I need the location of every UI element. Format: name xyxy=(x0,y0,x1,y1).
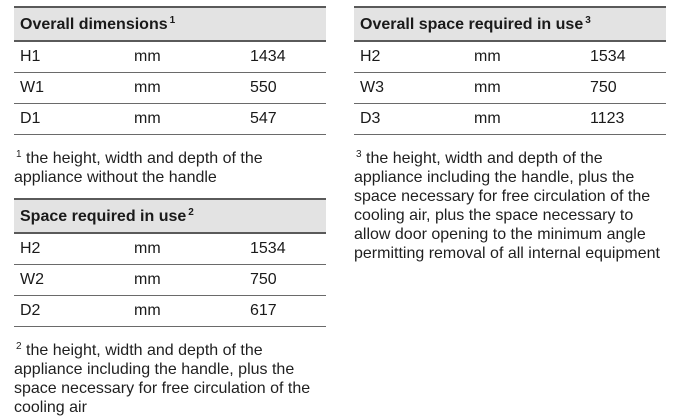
table-row xyxy=(354,104,666,135)
table-row xyxy=(14,73,326,104)
param-cell: W1 xyxy=(14,73,128,104)
footnote-marker: 1 xyxy=(16,149,22,160)
table-row xyxy=(354,41,666,73)
unit-cell: mm xyxy=(128,233,244,265)
unit-cell: mm xyxy=(128,73,244,104)
param-cell: W3 xyxy=(354,73,468,104)
right-column xyxy=(354,6,666,263)
value-cell: 550 xyxy=(244,73,326,104)
table-title-text: Overall dimensions xyxy=(20,15,168,33)
footnote-marker: 2 xyxy=(16,341,22,352)
table-row xyxy=(14,296,326,327)
space-required-table xyxy=(14,198,326,327)
table-row xyxy=(14,104,326,135)
footnote-marker: 1 xyxy=(169,14,176,26)
overall-space-table xyxy=(354,6,666,135)
param-cell: W2 xyxy=(14,265,128,296)
value-cell: 547 xyxy=(244,104,326,135)
value-cell: 1123 xyxy=(584,104,666,135)
param-cell: D3 xyxy=(354,104,468,135)
footnote-marker: 3 xyxy=(585,14,591,26)
unit-cell: mm xyxy=(468,104,584,135)
value-cell: 750 xyxy=(244,265,326,296)
table-header-row xyxy=(14,7,326,41)
table-row xyxy=(14,233,326,265)
table-row xyxy=(354,73,666,104)
footnote-text: the height, width and depth of the appliance without the handle xyxy=(14,150,263,186)
table-title xyxy=(14,199,326,233)
table-row xyxy=(14,41,326,73)
unit-cell: mm xyxy=(128,265,244,296)
value-cell: 617 xyxy=(244,296,326,327)
param-cell: D2 xyxy=(14,296,128,327)
unit-cell: mm xyxy=(128,296,244,327)
overall-dimensions-table xyxy=(14,6,326,135)
param-cell: D1 xyxy=(14,104,128,135)
table-header-row xyxy=(14,199,326,233)
footnote-marker: 3 xyxy=(356,149,362,160)
unit-cell: mm xyxy=(468,41,584,73)
table-header-row xyxy=(354,7,666,41)
value-cell: 750 xyxy=(584,73,666,104)
unit-cell: mm xyxy=(468,73,584,104)
value-cell: 1434 xyxy=(244,41,326,73)
unit-cell: mm xyxy=(128,41,244,73)
unit-cell: mm xyxy=(128,104,244,135)
footnote-3 xyxy=(354,145,666,263)
param-cell: H2 xyxy=(14,233,128,265)
footnote-text: the height, width and depth of the appliance including the handle, plus the space necessary for free circulation of the cooling air, plus the space necessary to allow door opening to the minimum angle permitting removal of all internal equipment xyxy=(354,150,660,262)
footnote-1 xyxy=(14,145,326,187)
table-title xyxy=(14,7,326,41)
param-cell: H1 xyxy=(14,41,128,73)
table-title xyxy=(354,7,666,41)
footnote-text: the height, width and depth of the appliance including the handle, plus the space necessary for free circulation of the cooling air xyxy=(14,342,311,416)
left-column xyxy=(14,6,326,417)
table-row xyxy=(14,265,326,296)
footnote-marker: 2 xyxy=(188,206,194,218)
param-cell: H2 xyxy=(354,41,468,73)
table-title-text: Overall space required in use xyxy=(360,15,584,33)
value-cell: 1534 xyxy=(584,41,666,73)
table-title-text: Space required in use xyxy=(20,207,187,225)
footnote-2 xyxy=(14,337,326,417)
value-cell: 1534 xyxy=(244,233,326,265)
